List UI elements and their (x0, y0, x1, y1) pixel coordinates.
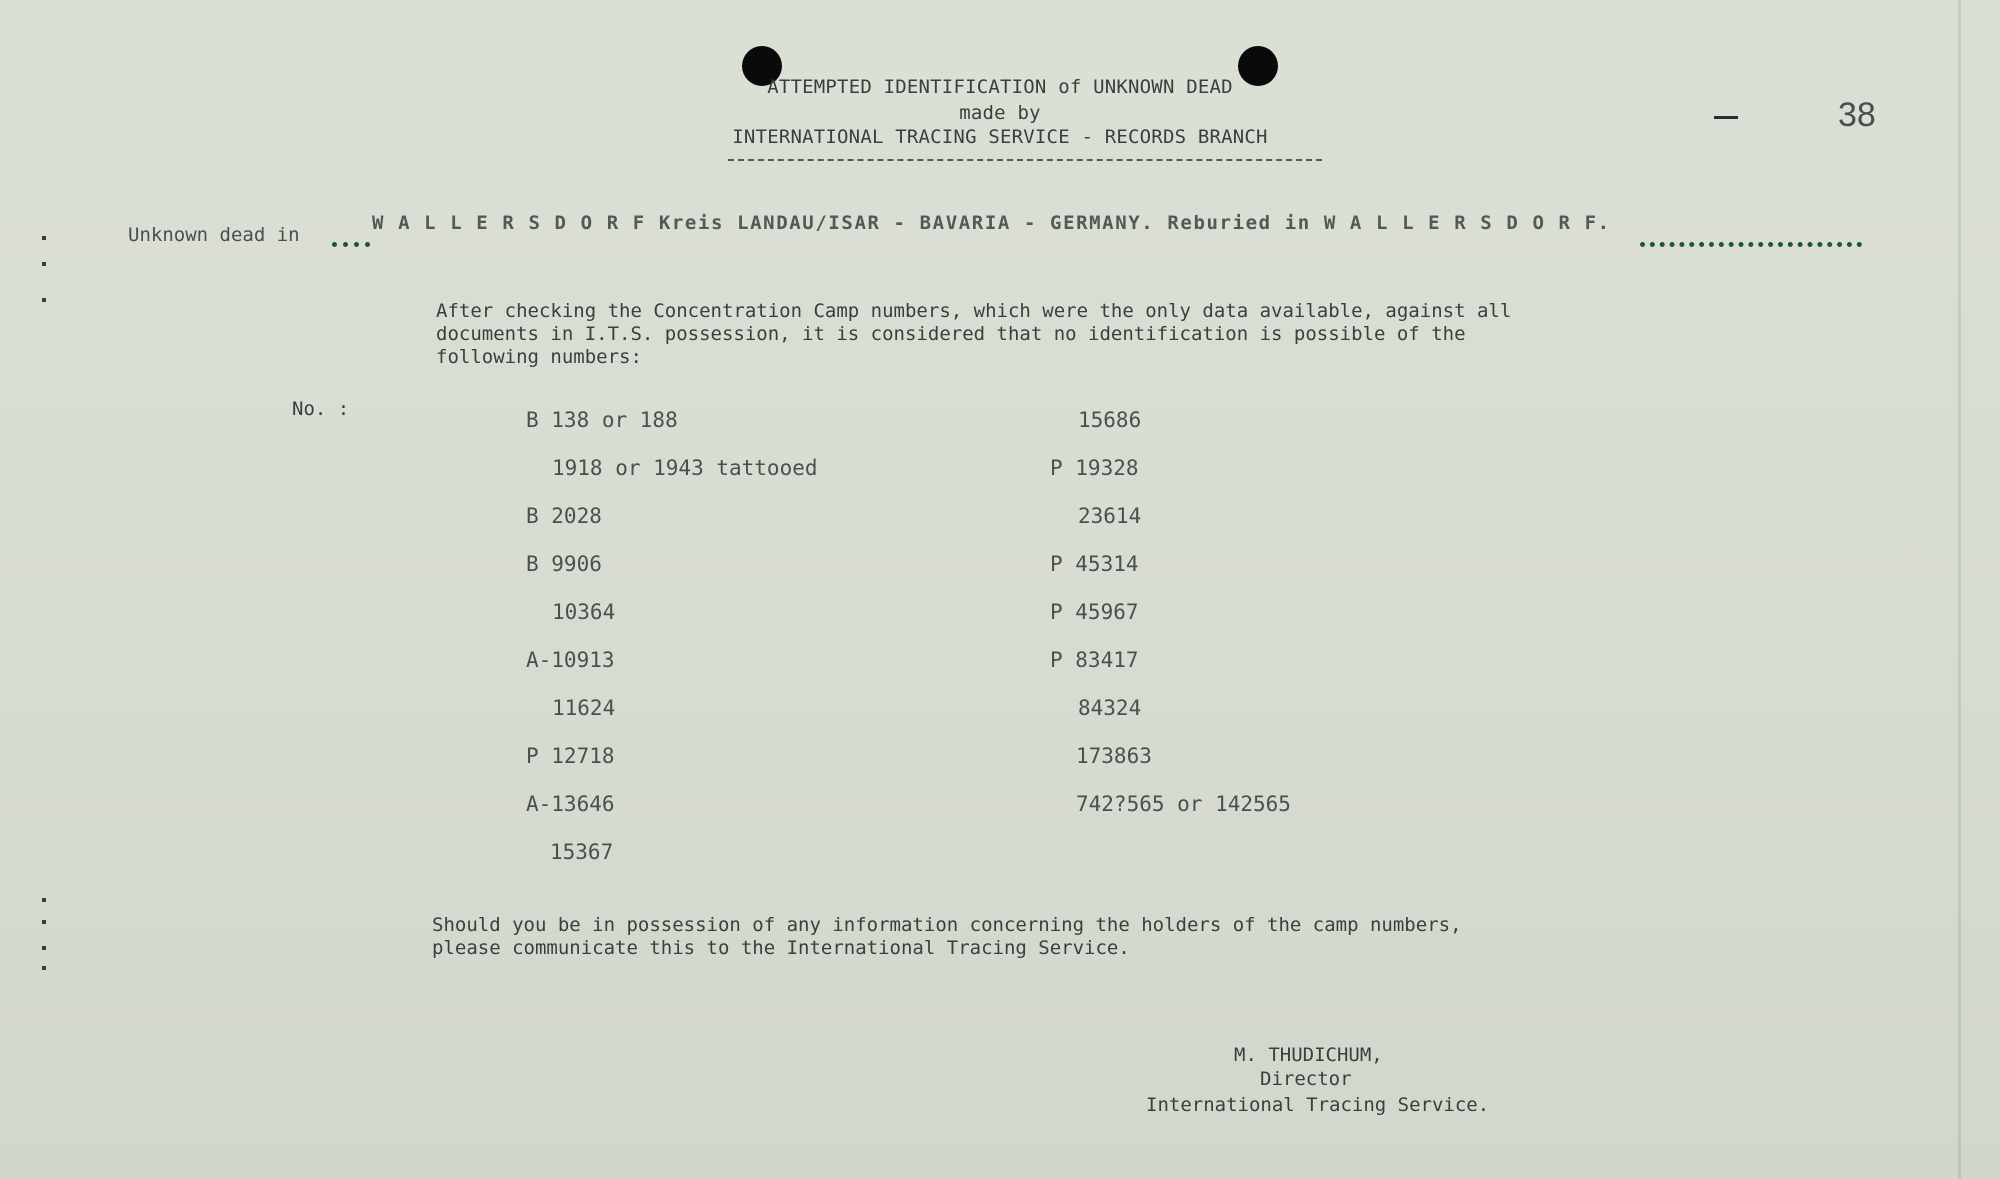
intro-paragraph: After checking the Concentration Camp numbers, which were the only data available, against all documents in I.T.S. possession, it is considered that no identification is possible of the following numbers: (436, 300, 1512, 368)
unknown-dead-label: Unknown dead in (128, 224, 300, 246)
margin-tick (42, 966, 46, 970)
camp-number-left: 11624 (552, 696, 616, 720)
margin-dash-mark (1714, 116, 1738, 119)
camp-number-right: P 45314 (1050, 552, 1139, 576)
margin-tick (42, 946, 46, 950)
camp-number-left: B 138 or 188 (526, 408, 678, 432)
signature-title: Director (1260, 1068, 1352, 1090)
dotted-leader-left (332, 242, 370, 247)
camp-number-left: P 12718 (526, 744, 615, 768)
camp-number-right: 84324 (1078, 696, 1142, 720)
camp-number-left: 1918 or 1943 tattooed (552, 456, 818, 480)
margin-tick (42, 898, 46, 902)
page-number: 38 (1838, 96, 1876, 134)
camp-number-right: P 83417 (1050, 648, 1139, 672)
camp-number-right: P 45967 (1050, 600, 1139, 624)
header-made-by: made by (959, 102, 1041, 124)
closing-paragraph: Should you be in possession of any information concerning the holders of the camp numbers, please communicate this to the International Tracing Service. (432, 914, 1462, 959)
camp-number-left: A-10913 (526, 648, 615, 672)
margin-tick (42, 262, 46, 266)
camp-number-left: 10364 (552, 600, 616, 624)
unknown-dead-location: W A L L E R S D O R F Kreis LANDAU/ISAR - BAVARIA - GERMANY. Reburied in W A L L E R S D O R F. (372, 212, 1611, 234)
camp-number-right: 23614 (1078, 504, 1142, 528)
numbers-label: No. : (292, 398, 350, 420)
margin-tick (42, 298, 46, 302)
camp-number-right: 15686 (1078, 408, 1142, 432)
camp-number-left: 15367 (550, 840, 614, 864)
dotted-leader-right (1640, 242, 1862, 247)
camp-number-right: 173863 (1076, 744, 1152, 768)
camp-number-left: A-13646 (526, 792, 615, 816)
camp-number-left: B 2028 (526, 504, 602, 528)
camp-number-left: B 9906 (526, 552, 602, 576)
camp-number-right: P 19328 (1050, 456, 1139, 480)
camp-number-right: 742?565 or 142565 (1076, 792, 1291, 816)
header-organization: INTERNATIONAL TRACING SERVICE - RECORDS BRANCH (732, 126, 1268, 148)
margin-tick (42, 236, 46, 240)
margin-tick (42, 920, 46, 924)
signature-organization: International Tracing Service. (1146, 1094, 1490, 1116)
signature-name: M. THUDICHUM, (1234, 1044, 1383, 1066)
header-underline (728, 159, 1322, 161)
header-title: ATTEMPTED IDENTIFICATION of UNKNOWN DEAD (767, 76, 1233, 98)
paper-fold-edge (1958, 0, 1961, 1179)
